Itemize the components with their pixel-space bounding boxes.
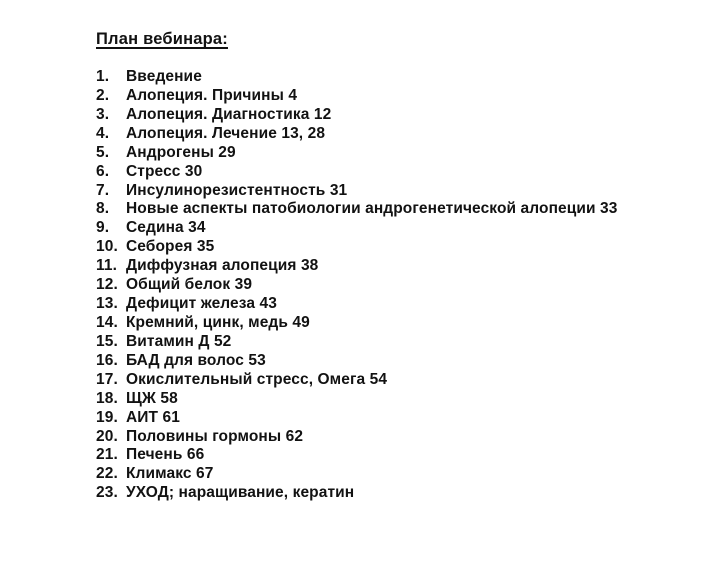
item-text: Окислительный стресс, Омега 54 [126, 370, 388, 388]
item-text: Половины гормоны 62 [126, 427, 304, 445]
item-number: 9. [96, 219, 110, 237]
item-text: Алопеция. Причины 4 [126, 86, 298, 104]
item-number: 23. [96, 484, 118, 502]
list-item [96, 409, 682, 428]
item-number: 7. [96, 181, 110, 199]
item-text: Алопеция. Лечение 13, 28 [126, 124, 326, 142]
list-item [96, 428, 682, 447]
item-number: 2. [96, 86, 110, 104]
item-text: Введение [126, 68, 202, 85]
item-number: 10. [96, 238, 118, 256]
list-item [96, 446, 682, 465]
list-item [96, 238, 682, 257]
item-number: 11. [96, 257, 117, 275]
list-item [96, 144, 682, 163]
item-text: Стресс 30 [126, 162, 203, 180]
item-number: 8. [96, 200, 110, 218]
list-item [96, 87, 682, 106]
list-item [96, 163, 682, 182]
item-number: 6. [96, 162, 110, 180]
item-text: Витамин Д 52 [126, 332, 232, 350]
item-text: Климакс 67 [126, 465, 214, 483]
item-text: Инсулинорезистентность 31 [126, 181, 348, 199]
list-item [96, 333, 682, 352]
list-item [96, 182, 682, 201]
item-number: 1. [96, 68, 110, 85]
webinar-plan-list [96, 68, 682, 503]
item-text: Новые аспекты патобиологии андрогенетической алопеции 33 [126, 200, 618, 218]
item-text: АИТ 61 [126, 408, 180, 426]
item-number: 18. [96, 389, 118, 407]
list-item [96, 219, 682, 238]
item-number: 19. [96, 408, 118, 426]
list-item [96, 295, 682, 314]
item-number: 4. [96, 124, 110, 142]
item-number: 22. [96, 465, 118, 483]
item-number: 3. [96, 105, 110, 123]
list-item [96, 371, 682, 390]
item-text: Себорея 35 [126, 238, 215, 256]
item-text: ЩЖ 58 [126, 389, 178, 407]
list-item [96, 200, 682, 219]
item-text: Алопеция. Диагностика 12 [126, 105, 332, 123]
list-item [96, 314, 682, 333]
item-text: УХОД; наращивание, кератин [126, 484, 355, 502]
list-item [96, 276, 682, 295]
list-item [96, 125, 682, 144]
item-number: 17. [96, 370, 118, 388]
list-item [96, 390, 682, 409]
list-item [96, 257, 682, 276]
list-item [96, 465, 682, 484]
item-number: 14. [96, 313, 118, 331]
item-number: 20. [96, 427, 118, 445]
item-number: 13. [96, 295, 118, 313]
item-number: 12. [96, 276, 118, 294]
item-text: Седина 34 [126, 219, 206, 237]
item-text: Андрогены 29 [126, 143, 236, 161]
item-number: 5. [96, 143, 110, 161]
item-number: 15. [96, 332, 118, 350]
item-text: Печень 66 [126, 446, 205, 464]
list-item [96, 484, 682, 503]
page-title: План вебинара: [96, 30, 228, 48]
list-item [96, 106, 682, 125]
item-text: БАД для волос 53 [126, 351, 266, 369]
item-text: Кремний, цинк, медь 49 [126, 313, 310, 331]
item-number: 16. [96, 351, 118, 369]
item-text: Дефицит железа 43 [126, 295, 277, 313]
list-item [96, 68, 682, 87]
item-text: Диффузная алопеция 38 [126, 257, 319, 275]
item-text: Общий белок 39 [126, 276, 253, 294]
list-item [96, 352, 682, 371]
item-number: 21. [96, 446, 118, 464]
